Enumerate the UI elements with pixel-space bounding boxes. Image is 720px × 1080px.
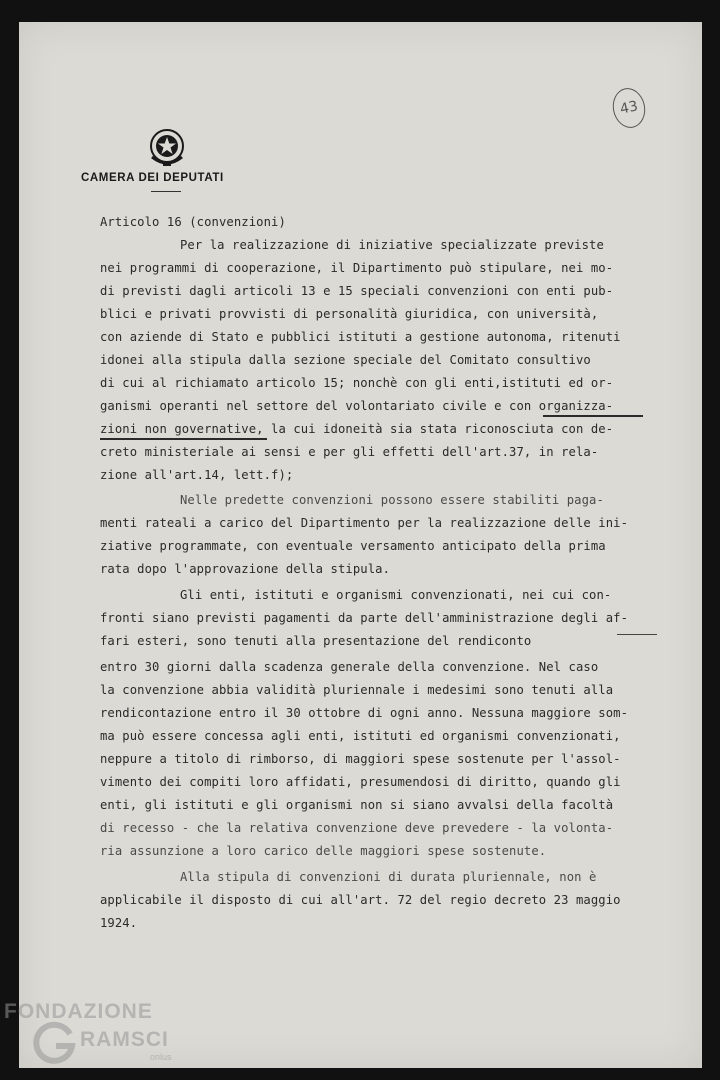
handwritten-underline bbox=[100, 438, 267, 440]
text-line: applicabile il disposto di cui all'art. 72 del regio decreto 23 maggio bbox=[100, 893, 621, 907]
text-line: ria assunzione a loro carico delle maggiori spese sostenute. bbox=[100, 844, 547, 858]
fondazione-gramsci-g-logo-icon bbox=[32, 1020, 76, 1064]
text-line: la convenzione abbia validità pluriennale i medesimi sono tenuti alla bbox=[100, 683, 614, 697]
article-title: Articolo 16 (convenzioni) bbox=[100, 215, 286, 229]
text-line: zione all'art.14, lett.f); bbox=[100, 468, 294, 482]
text-line: fari esteri, sono tenuti alla presentazione del rendiconto bbox=[100, 634, 532, 648]
italian-republic-emblem-icon bbox=[148, 127, 186, 169]
text-line: ganismi operanti nel settore del volontariato civile e con organizza- bbox=[100, 399, 614, 413]
text-line: vimento dei compiti loro affidati, presumendosi di diritto, quando gli bbox=[100, 775, 621, 789]
text-line: Gli enti, istituti e organismi convenzionati, nei cui con- bbox=[180, 588, 612, 602]
text-line: idonei alla stipula dalla sezione speciale del Comitato consultivo bbox=[100, 353, 591, 367]
watermark-line2: RAMSCI bbox=[80, 1028, 169, 1051]
text-line: blici e privati provvisti di personalità giuridica, con università, bbox=[100, 307, 599, 321]
text-line: menti rateali a carico del Dipartimento per la realizzazione delle ini- bbox=[100, 516, 629, 530]
text-line: di recesso - che la relativa convenzione deve prevedere - la volonta- bbox=[100, 821, 614, 835]
text-line: rata dopo l'approvazione della stipula. bbox=[100, 562, 391, 576]
text-line: ma può essere concessa agli enti, istituti ed organismi convenzionati, bbox=[100, 729, 621, 743]
text-line: nei programmi di cooperazione, il Dipartimento può stipulare, nei mo- bbox=[100, 261, 614, 275]
text-line: creto ministeriale ai sensi e per gli effetti dell'art.37, in rela- bbox=[100, 445, 599, 459]
text-line: zioni non governative, la cui idoneità sia stata riconosciuta con de- bbox=[100, 422, 614, 436]
text-line: di previsti dagli articoli 13 e 15 speciali convenzioni con enti pub- bbox=[100, 284, 614, 298]
handwritten-underline bbox=[543, 415, 643, 417]
text-line: enti, gli istituti e gli organismi non si siano avvalsi della facoltà bbox=[100, 798, 614, 812]
text-line: entro 30 giorni dalla scadenza generale della convenzione. Nel caso bbox=[100, 660, 599, 674]
page-number: 43 bbox=[609, 85, 649, 131]
institution-name: CAMERA DEI DEPUTATI bbox=[81, 172, 224, 184]
text-line: fronti siano previsti pagamenti da parte dell'amministrazione degli af- bbox=[100, 611, 629, 625]
document-page bbox=[19, 22, 702, 1068]
text-line: Per la realizzazione di iniziative specializzate previste bbox=[180, 238, 604, 252]
text-line: 1924. bbox=[100, 916, 138, 930]
watermark-line1: FONDAZIONE bbox=[4, 1000, 153, 1023]
text-line: di cui al richiamato articolo 15; nonchè con gli enti,istituti ed or- bbox=[100, 376, 614, 390]
text-line: neppure a titolo di rimborso, di maggiori spese sostenute per l'assol- bbox=[100, 752, 621, 766]
text-line: Nelle predette convenzioni possono essere stabiliti paga- bbox=[180, 493, 604, 507]
text-line: Alla stipula di convenzioni di durata pluriennale, non è bbox=[180, 870, 597, 884]
text-line: ziative programmate, con eventuale versamento anticipato della prima bbox=[100, 539, 606, 553]
watermark-line3: onlus bbox=[150, 1052, 172, 1062]
text-line: con aziende di Stato e pubblici istituti a gestione autonoma, ritenuti bbox=[100, 330, 621, 344]
institution-divider bbox=[151, 191, 181, 192]
pasted-strip-edge bbox=[617, 634, 657, 635]
text-line: rendicontazione entro il 30 ottobre di ogni anno. Nessuna maggiore som- bbox=[100, 706, 629, 720]
